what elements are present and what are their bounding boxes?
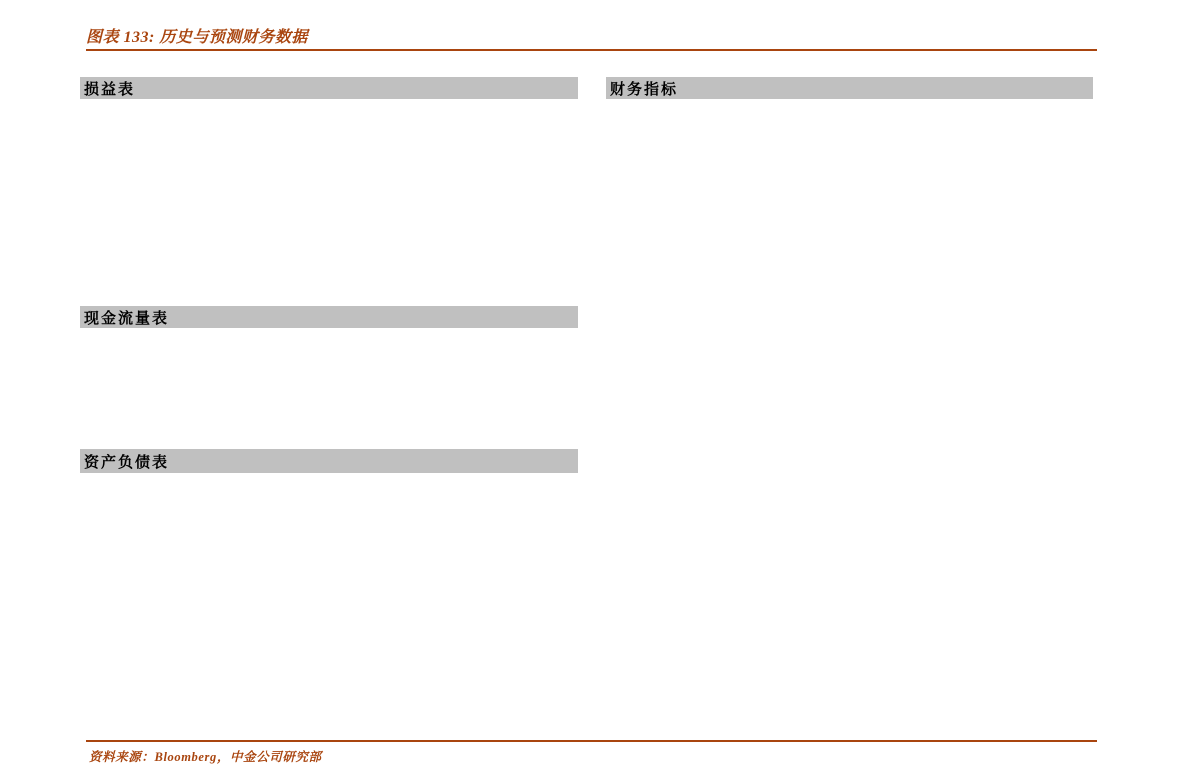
section-header-income-statement — [80, 77, 578, 99]
section-header-cash-flow-statement — [80, 306, 578, 328]
section-header-label: 现金流量表 — [84, 310, 170, 327]
section-body-income-statement-empty — [80, 99, 578, 299]
section-header-financial-indicators — [606, 77, 1093, 99]
section-header-balance-sheet — [80, 449, 578, 473]
section-body-financial-indicators-empty — [606, 99, 1093, 729]
section-header-label: 财务指标 — [610, 81, 679, 98]
section-header-label: 资产负债表 — [84, 454, 170, 471]
footer-rule — [86, 740, 1097, 742]
figure-title: 图表 133: 历史与预测财务数据 — [86, 29, 308, 46]
title-underline-rule — [86, 49, 1097, 51]
section-body-cash-flow-statement-empty — [80, 328, 578, 443]
section-header-label: 损益表 — [84, 81, 136, 98]
source-note: 资料来源：Bloomberg，中金公司研究部 — [89, 750, 322, 764]
section-body-balance-sheet-empty — [80, 473, 578, 728]
